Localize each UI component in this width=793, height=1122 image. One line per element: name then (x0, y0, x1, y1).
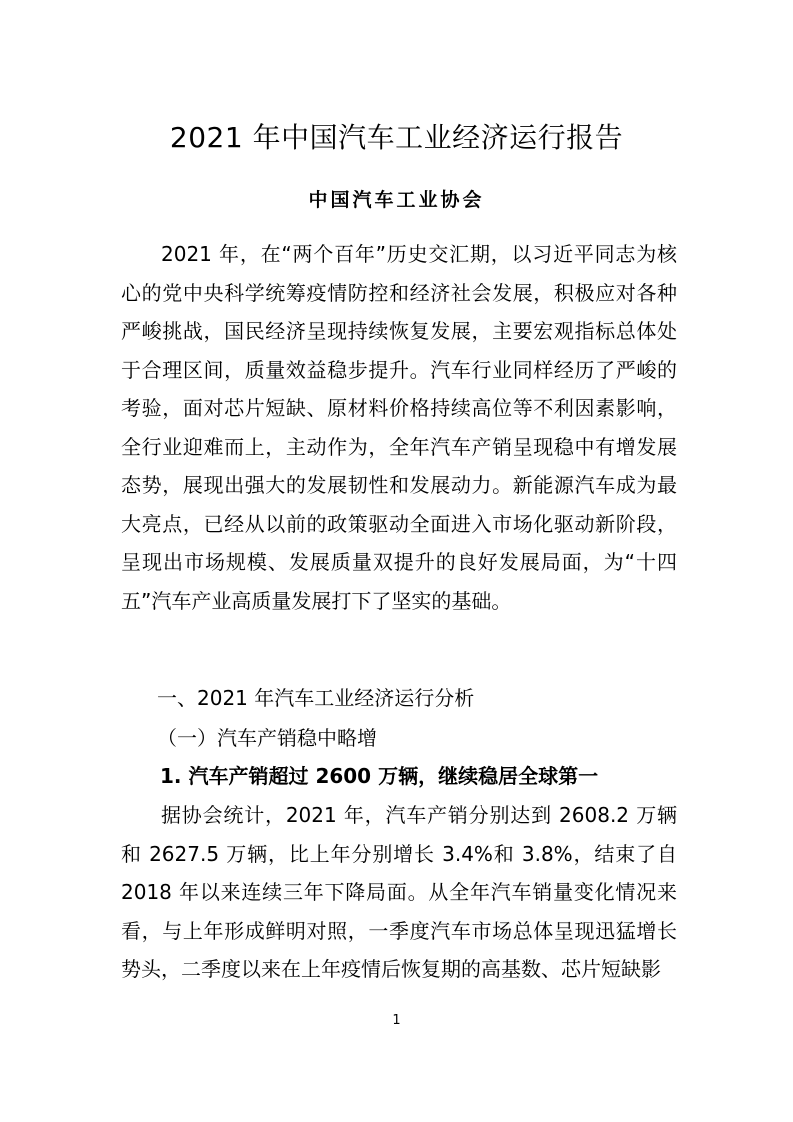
document-title: 2021 年中国汽车工业经济运行报告 (169, 121, 624, 154)
section-heading: 一、2021 年汽车工业经济运行分析 (157, 686, 475, 710)
page-number: 1 (392, 1013, 401, 1028)
sales-paragraph: 据协会统计，2021 年，汽车产销分别达到 2608.2 万辆和 2627.5 万辆，比上年分别增长 3.4%和 3.8%，结束了自 2018 年以来连续三年下降局面。从全年汽车销量变化情况来看，与上年形成鲜明对照，一季度汽车市场总体呈现迅猛增长势头，二季度以来在上年疫情后恢复期的高基数、芯片短缺影 (121, 803, 677, 981)
organization-name: 中国汽车工业协会 (308, 189, 485, 211)
item-heading: 1. 汽车产销超过 2600 万辆，继续稳居全球第一 (160, 764, 599, 788)
subsection-heading: （一）汽车产销稳中略增 (157, 726, 377, 750)
intro-paragraph: 2021 年，在“两个百年”历史交汇期，以习近平同志为核心的党中央科学统筹疫情防控和经济社会发展，积极应对各种严峻挑战，国民经济呈现持续恢复发展，主要宏观指标总体处于合理区间，质量效益稳步提升。汽车行业同样经历了严峻的考验，面对芯片短缺、原材料价格持续高位等不利因素影响，全行业迎难而上，主动作为，全年汽车产销呈现稳中有增发展态势，展现出强大的发展韧性和发展动力。新能源汽车成为最大亮点，已经从以前的政策驱动全面进入市场化驱动新阶段，呈现出市场规模、发展质量双提升的良好发展局面，为“十四五”汽车产业高质量发展打下了坚实的基础。 (121, 242, 677, 613)
